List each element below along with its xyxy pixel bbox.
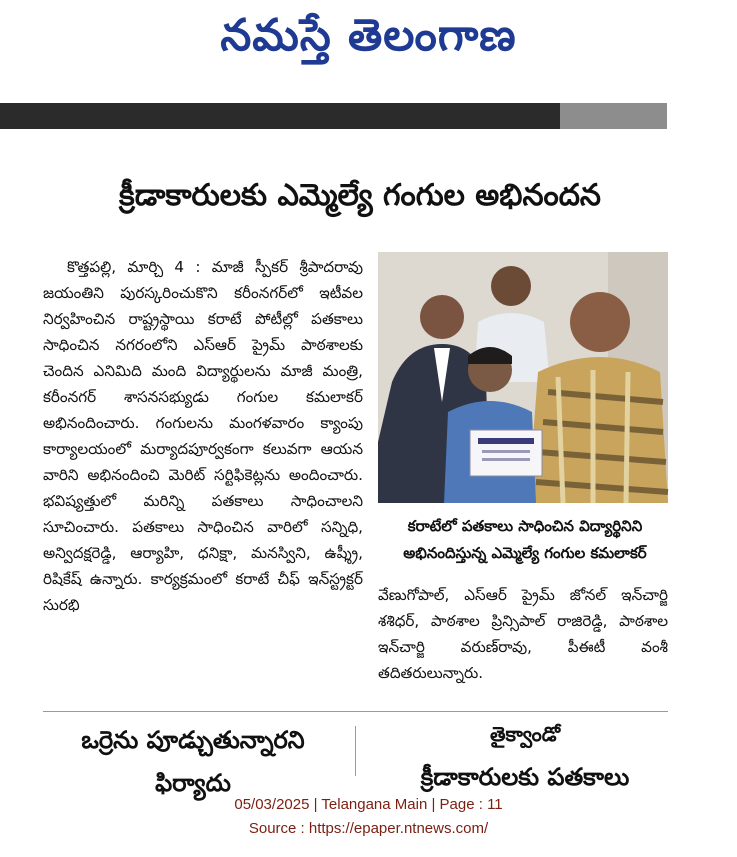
next-article-headline-right: క్రీడాకారులకు పతకాలు xyxy=(420,763,630,791)
edition-info: 05/03/2025 | Telangana Main | Page : 11 xyxy=(234,796,503,813)
article-paragraph: కొత్తపల్లి, మార్చి 4 : మాజీ స్పీకర్ శ్రీపాదరావు జయంతిని పురస్కరించుకొని కరీంనగర్‌లో ఇటీవల నిర్వహించిన రాష్ట్రస్థాయి కరాటే పోటీల్లో పతకాలు సాధించిన నగరంలోని ఎస్ఆర్ ప్రైమ్ పాఠశాలకు చెందిన ఎనిమిది మంది విద్యార్థులను మాజీ మంత్రి, కరీంనగర్ శాసనసభ్యుడు గంగుల కమలాకర్ అభినందించారు. గంగులను మంగళవారం క్యాంపు కార్యాలయంలో మర్యాదపూర్వకంగా కలువగా ఆయన వారిని అభినందించి మెరిట్ సర్టిఫికెట్లను అందించారు. భవిష్యత్తులో మరిన్ని పతకాలు సాధించాలని సూచించారు. పతకాలు సాధించిన వారిలో సన్నిధి, అన్విదక్షరెడ్డి, ఆర్యాహి, ధనిక్షా, మనస్విని, ఉష్శ్రీ, రిషికేష్ ఉన్నారు. కార్యక్రమంలో కరాటే చీఫ్ ఇన్‌స్ట్రక్టర్ సురభి xyxy=(43,258,363,614)
article-photo xyxy=(378,252,668,503)
section-divider xyxy=(43,711,668,712)
next-article-subhead-left: ఫిర్యాదు xyxy=(155,769,231,797)
masthead xyxy=(0,0,737,80)
source-link[interactable]: Source : https://epaper.ntnews.com/ xyxy=(248,820,489,837)
header-bar-accent xyxy=(560,103,667,129)
next-article-kicker-right: తైక్వాండో xyxy=(489,722,561,746)
article-continuation xyxy=(378,582,668,686)
continuation-paragraph: వేణుగోపాల్, ఎస్ఆర్ ప్రైమ్ జోనల్ ఇన్‌చార్జి శశిధర్, పాఠశాల ప్రిన్సిపాల్ రాజిరెడ్డి, పాఠశాల ఇన్‌చార్జి వరుణ్‌రావు, పీఈటీ వంశీ తదితరులున్నారు. xyxy=(378,586,668,682)
newspaper-title: నమస్తే తెలంగాణ xyxy=(220,10,517,61)
article-body xyxy=(43,254,363,694)
column-divider xyxy=(355,726,356,776)
next-article-headline-left: ఒర్రెను పూడ్చుతున్నారని xyxy=(81,726,305,754)
photo-illustration xyxy=(378,252,668,503)
photo-caption: కరాటేలో పతకాలు సాధించిన విద్యార్థినిని అభినందిస్తున్న ఎమ్మెల్యే గంగుల కమలాకర్ xyxy=(403,517,647,562)
header-bar xyxy=(0,103,560,129)
article-headline: క్రీడాకారులకు ఎమ్మెల్యే గంగుల అభినందన xyxy=(119,178,601,213)
